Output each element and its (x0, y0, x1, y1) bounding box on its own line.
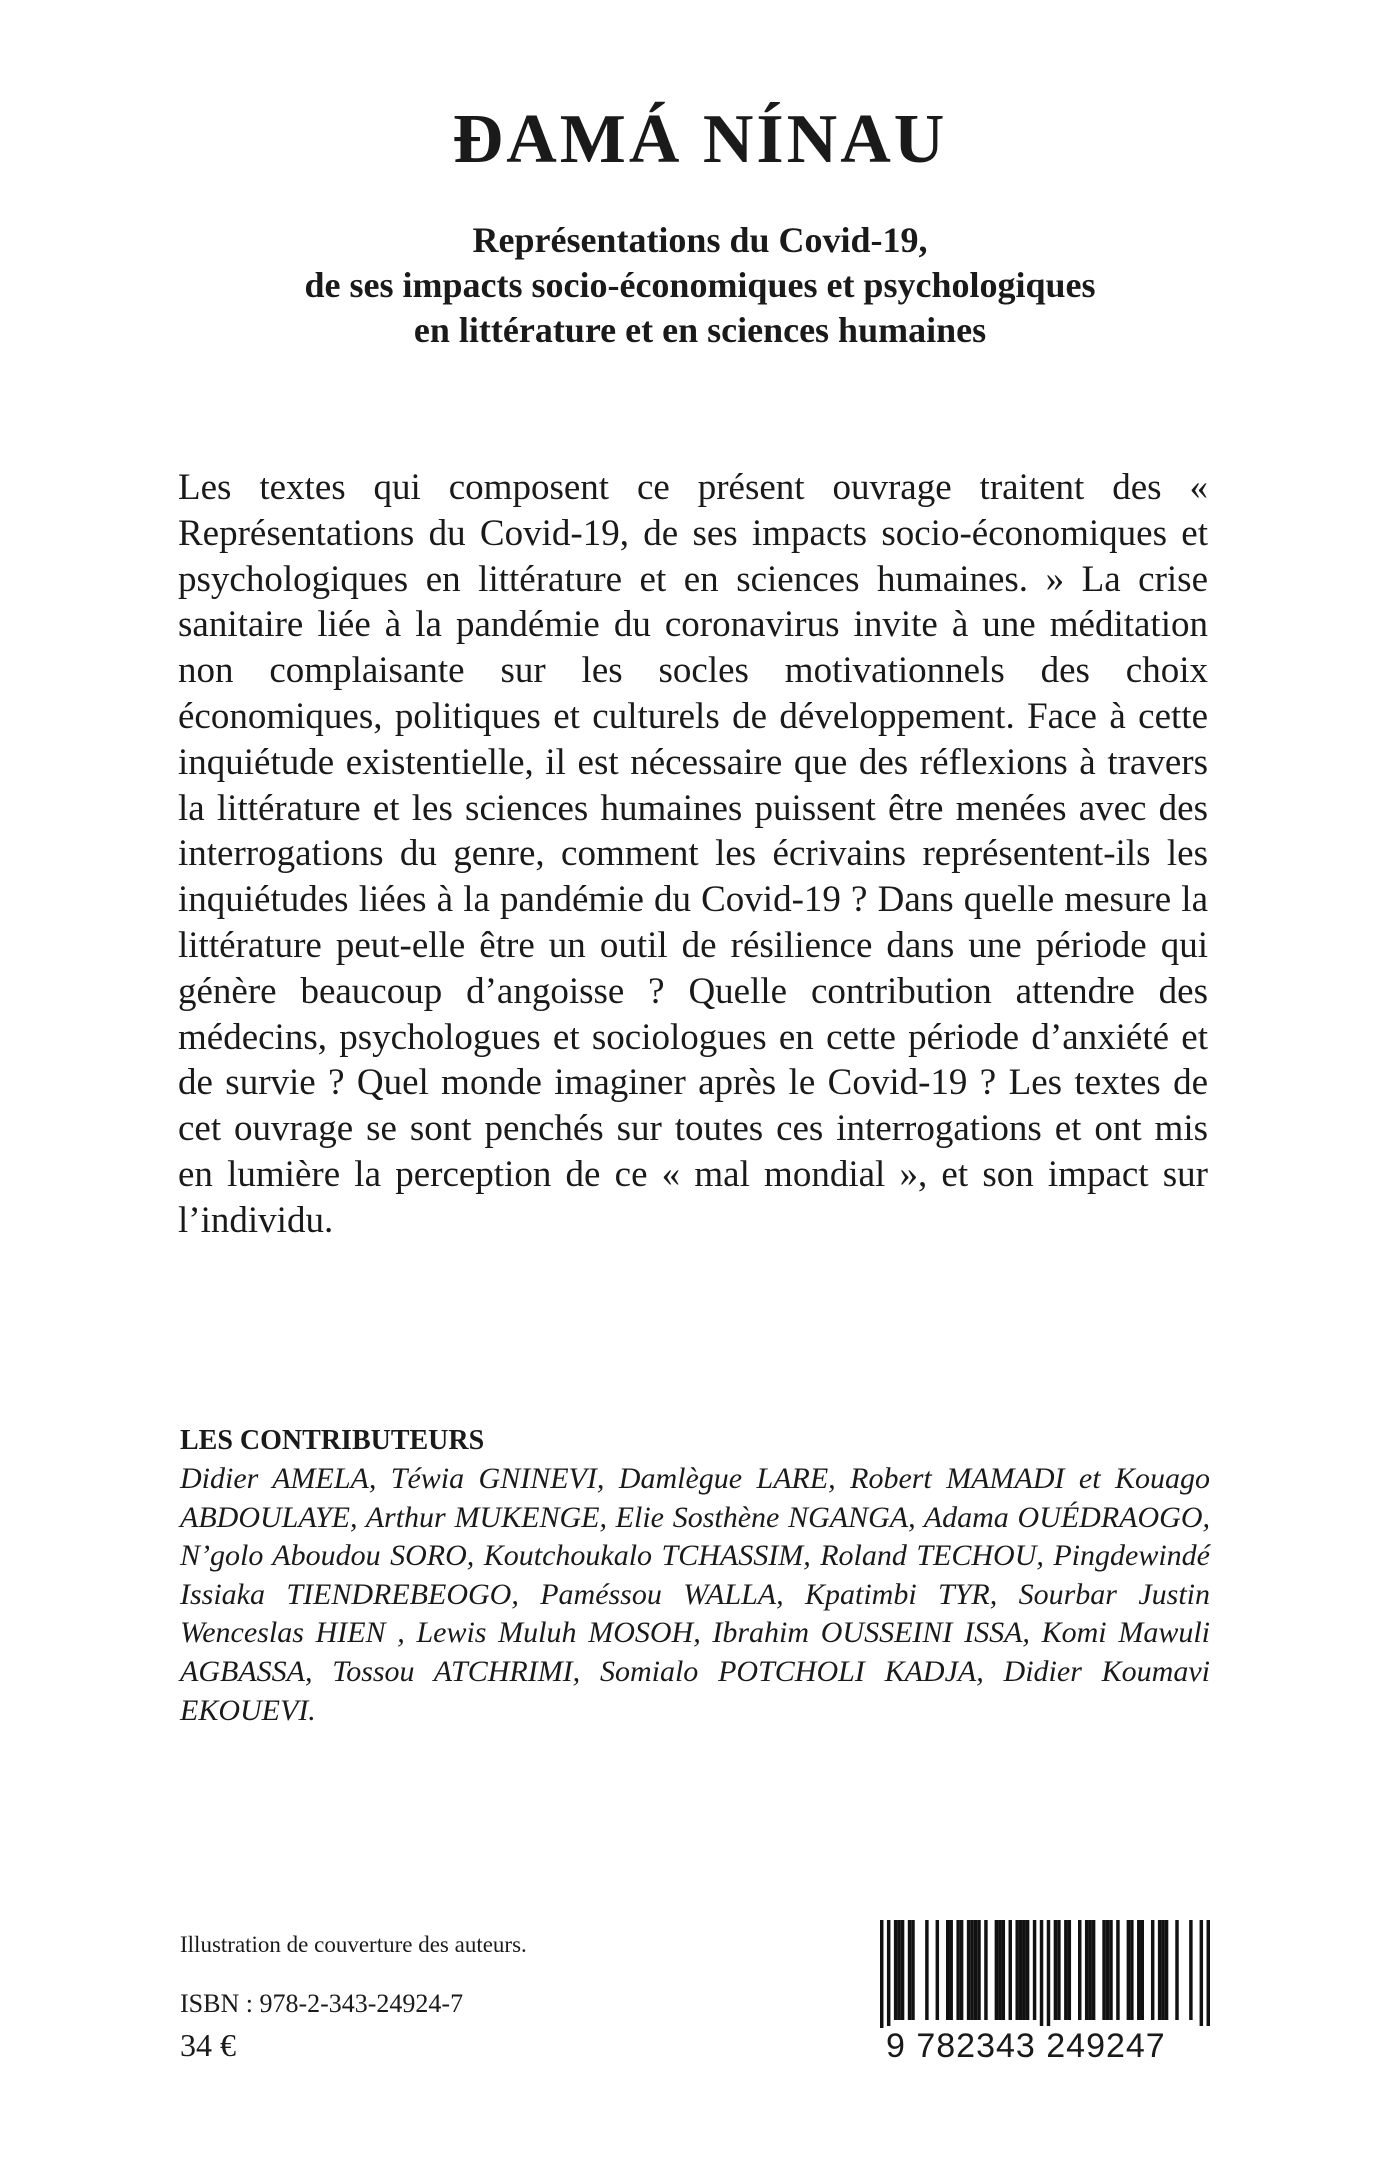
barcode-bar (1022, 1920, 1025, 2020)
barcode-bar (911, 1920, 914, 2020)
subtitle-line: en littérature et en sciences humaines (413, 310, 987, 350)
barcode-bar (1068, 1920, 1071, 2020)
barcode-bar (901, 1920, 904, 2020)
barcode-bar (970, 1920, 973, 2020)
barcode-bar (1130, 1920, 1133, 2020)
barcode-bar (1109, 1920, 1112, 2020)
barcode-bar (1064, 1920, 1067, 2020)
barcode-bar (1127, 1920, 1130, 2020)
isbn-text: ISBN : 978-2-343-24924-7 (180, 1989, 464, 2018)
barcode-bar (1092, 1920, 1095, 2020)
barcode-bar (1207, 1920, 1210, 2028)
book-subtitle (0, 218, 1400, 353)
barcode-bar (1057, 1920, 1060, 2020)
barcode-bar (1165, 1920, 1168, 2020)
barcode-bar (1175, 1920, 1178, 2020)
barcode-bar (1151, 1920, 1154, 2020)
barcode-bar (897, 1920, 900, 2020)
barcode-bar (946, 1920, 949, 2020)
barcode-bar (1189, 1920, 1192, 2020)
barcode-bar (974, 1920, 977, 2020)
barcode-bar (1200, 1920, 1203, 2028)
barcode-bar (949, 1920, 952, 2020)
barcode-bar (936, 1920, 939, 2020)
barcode-bar (998, 1920, 1001, 2020)
barcode-bar (1102, 1920, 1105, 2020)
barcode-bar (1047, 1920, 1050, 2028)
book-blurb: Les textes qui composent ce présent ouvrage traitent des « Représentations du Covid-19, de ses impacts socio-économiques et psychologiques en littérature et en sciences humaines. » La crise sanitaire liée à la pandémie du coronavirus invite à une méditation non complaisante sur les socles motivationnels des choix économiques, politiques et culturels de développement. Face à cette inquiétude existentielle, il est nécessaire que des réflexions à travers la littérature et les sciences humaines puissent être menées avec des interrogations du genre, comment les écrivains représentent-ils les inquiétudes liées à la pandémie du Covid-19 ? Dans quelle mesure la littérature peut-elle être un outil de résilience dans une période qui génère beaucoup d’angoisse ? Quelle contribution attendre des médecins, psychologues et sociologues en cette période d’anxiété et de survie ? Quel monde imaginer après le Covid-19 ? Les textes de cet ouvrage se sont penchés sur toutes ces interrogations et ont mis en lumière la perception de ce « mal mondial », et son impact sur l’individu. (178, 467, 1208, 1241)
barcode-bar (1054, 1920, 1057, 2020)
barcode-bar (1161, 1920, 1164, 2020)
barcode-bar (1078, 1920, 1081, 2020)
barcode-bar (925, 1920, 928, 2020)
barcode-bar (908, 1920, 911, 2020)
illustration-credit: Illustration de couverture des auteurs. (180, 1932, 527, 1957)
book-title: ĐAMÁ NÍNAU (452, 101, 948, 178)
barcode-bar (887, 1920, 890, 2028)
contributors-list: Didier AMELA, Téwia GNINEVI, Damlègue LARE, Robert MAMADI et Kouago ABDOULAYE, Arthur MUKENGE, Elie Sosthène NGANGA, Adama OUÉDRAOGO, N’golo Aboudou SORO, Koutchoukalo TCHASSIM, Roland TECHOU, Pingdewindé Issiaka TIENDREBEOGO, Paméssou WALLA, Kpatimbi TYR, Sourbar Justin Wenceslas HIEN , Lewis Muluh MOSOH, Ibrahim OUSSEINI ISSA, Komi Mawuli AGBASSA, Tossou ATCHRIMI, Somialo POTCHOLI KADJA, Didier Koumavi EKOUEVI. (180, 1462, 1210, 1727)
barcode-bar (1088, 1920, 1091, 2020)
barcode-bar (995, 1920, 998, 2020)
barcode-bars (880, 1920, 1210, 2028)
contributors-heading: LES CONTRIBUTEURS (180, 1425, 485, 1456)
barcode-bar (1015, 1920, 1018, 2020)
subtitle-line: Représentations du Covid-19, (472, 220, 928, 260)
barcode-bar (1106, 1920, 1109, 2020)
barcode-bar (1009, 1920, 1012, 2020)
subtitle-line: de ses impacts socio-économiques et psychologiques (304, 265, 1096, 305)
barcode-bar (894, 1920, 897, 2020)
barcode-bar (1019, 1920, 1022, 2020)
barcode-bar (1040, 1920, 1043, 2028)
price-text: 34 € (180, 2027, 236, 2063)
barcode-bar (977, 1920, 980, 2020)
barcode-bar (1137, 1920, 1140, 2020)
barcode-bar (1033, 1920, 1036, 2020)
barcode-bar (1002, 1920, 1005, 2020)
barcode-bar (1141, 1920, 1144, 2020)
barcode-bar (984, 1920, 987, 2020)
barcode-bar (1026, 1920, 1029, 2020)
barcode-bar (880, 1920, 883, 2028)
barcode-bar (956, 1920, 959, 2020)
barcode-bar (967, 1920, 970, 2020)
barcode-bar (1158, 1920, 1161, 2020)
barcode-bar (1116, 1920, 1119, 2020)
barcode-bar (1085, 1920, 1088, 2020)
barcode-bar (960, 1920, 963, 2020)
barcode-number: 9 782343 249247 (886, 2026, 1210, 2066)
